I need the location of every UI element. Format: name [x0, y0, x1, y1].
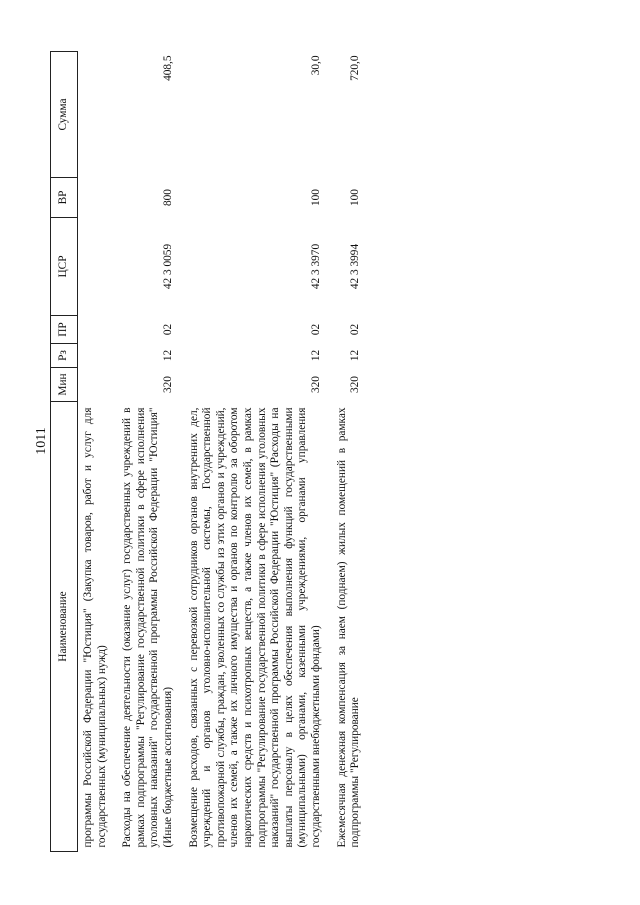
row-min: 320 — [161, 376, 174, 393]
row-csr: 42 3 3970 — [309, 243, 322, 290]
budget-table — [50, 51, 373, 852]
header-name: Наименование — [51, 402, 78, 852]
row-sum: 720,0 — [349, 55, 362, 81]
row-pr: 02 — [161, 323, 174, 336]
table-row — [78, 52, 120, 852]
row-pr: 02 — [309, 323, 322, 336]
row-min — [78, 368, 120, 402]
row-csr — [78, 218, 120, 316]
row-rz: 12 — [309, 349, 322, 362]
row-rz: 12 — [161, 349, 174, 362]
header-vr: ВР — [51, 178, 78, 218]
header-csr: ЦСР — [51, 218, 78, 316]
row-name: программы Российской Федерации "Юстиция" (Закупка товаров, работ и услуг для государственных (муниципальных) нужд) — [82, 407, 108, 848]
table-row — [186, 52, 334, 852]
row-csr: 42 3 3994 — [349, 243, 362, 290]
table-row — [119, 52, 185, 852]
row-name: Ежемесячная денежная компенсация за наем (поднаем) жилых помещений в рамках подпрограммы "Регулирование — [335, 407, 362, 848]
header-sum: Сумма — [51, 52, 78, 178]
row-min: 320 — [309, 376, 322, 393]
row-pr: 02 — [349, 323, 362, 336]
row-vr: 100 — [309, 189, 322, 206]
row-sum — [78, 52, 120, 178]
row-sum: 408,5 — [161, 55, 174, 81]
header-pr: ПР — [51, 316, 78, 344]
row-vr — [78, 178, 120, 218]
row-vr: 100 — [349, 189, 362, 206]
row-vr: 800 — [161, 189, 174, 206]
header-rz: Рз — [51, 344, 78, 368]
row-rz — [78, 344, 120, 368]
row-csr: 42 3 0059 — [161, 243, 174, 290]
row-pr — [78, 316, 120, 344]
row-min: 320 — [349, 376, 362, 393]
row-sum: 30,0 — [309, 55, 322, 76]
header-min: Мин — [51, 368, 78, 402]
row-name: Возмещение расходов, связанных с перевозкой сотрудников органов внутренних дел, учреждений и органов уголовно-исполнительной системы, Государственной противопожарной службы, граждан, уволенных со службы из этих органов и учреждений, членов их семей, а также их личного имущества и органов по контролю за оборотом наркотических средств и психотропных веществ, а также членов их семей, в рамках подпрограммы "Регулирование государственной политики в сфере исполнения уголовных наказаний" государственной программы Российской Федерации "Юстиция" (Расходы на выплаты персоналу в целях обеспечения выполнения функций государственными (муниципальными) органами, казенными учреждениями, органами управления государственными внебюджетными фондами) — [187, 407, 322, 848]
page-number: 1011 — [34, 427, 49, 455]
rotated-page — [50, 52, 590, 852]
row-rz: 12 — [349, 349, 362, 362]
table-row — [334, 52, 373, 852]
row-name: Расходы на обеспечение деятельности (оказание услуг) государственных учреждений в рамках подпрограммы "Регулирование государственной политики в сфере исполнения уголовных наказаний" государственной программы Российской Федерации "Юстиция" (Иные бюджетные ассигнования) — [121, 407, 174, 848]
table-header-row — [51, 52, 78, 852]
